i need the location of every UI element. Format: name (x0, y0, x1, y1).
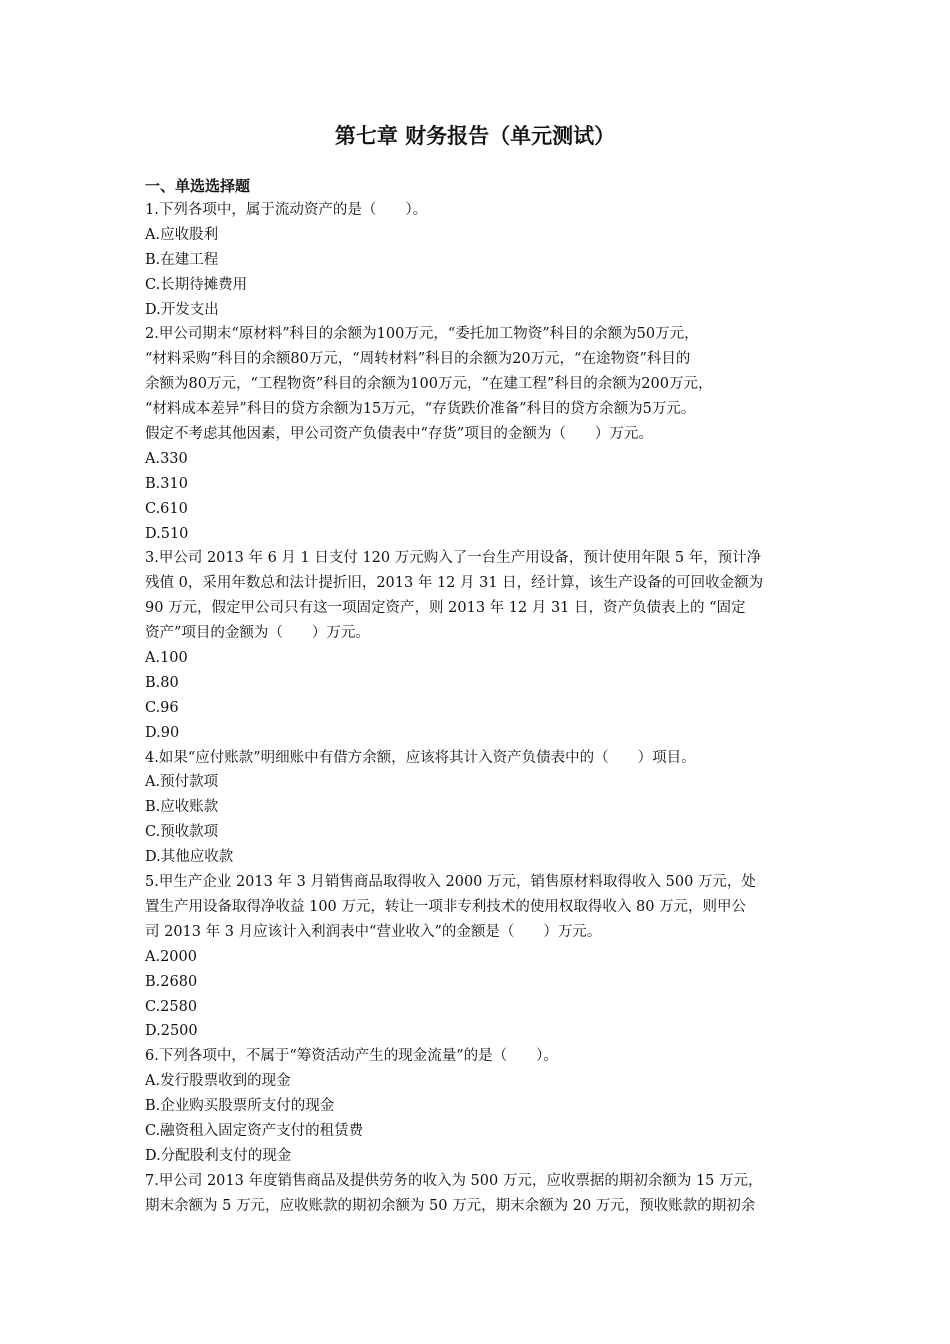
question-stem-line: 7.甲公司 2013 年度销售商品及提供劳务的收入为 500 万元，应收票据的期初余额为 15 万元， (145, 1172, 763, 1189)
option-a: A.应收股利 (145, 226, 219, 243)
option-c: C.预收款项 (145, 824, 219, 841)
option-a: A.预付款项 (145, 774, 219, 791)
question-1 (145, 198, 820, 322)
question-stem-line: 假定不考虑其他因素，甲公司资产负债表中“存货”项目的金额为（ ）万元。 (145, 426, 653, 443)
option-c: C.融资租入固定资产支付的租赁费 (145, 1122, 364, 1139)
question-stem-line: 2.甲公司期末“原材料”科目的余额为100万元，“委托加工物资”科目的余额为50万元， (145, 326, 699, 343)
option-d: D.分配股利支付的现金 (145, 1147, 292, 1164)
option-c: C.长期待摊费用 (145, 276, 248, 293)
question-stem-line: 置生产用设备取得净收益 100 万元，转让一项非专利技术的使用权取得收入 80 万元，则甲公 (145, 898, 747, 915)
question-stem-line: 司 2013 年 3 月应该计入利润表中“营业收入”的金额是（ ）万元。 (145, 923, 602, 940)
question-7 (145, 1169, 820, 1219)
option-b: B.310 (145, 475, 188, 492)
document-title: 第七章 财务报告（单元测试） (334, 124, 616, 148)
question-stem-line: 残值 0，采用年数总和法计提折旧，2013 年 12 月 31 日，经计算，该生产设备的可回收金额为 (145, 575, 764, 592)
question-stem-line: 5.甲生产企业 2013 年 3 月销售商品取得收入 2000 万元，销售原材料取得收入 500 万元，处 (145, 874, 756, 891)
option-b: B.企业购买股票所支付的现金 (145, 1098, 335, 1115)
question-2 (145, 322, 820, 546)
question-list (145, 198, 820, 1219)
question-stem-line: 期末余额为 5 万元，应收账款的期初余额为 50 万元，期末余额为 20 万元，预收账款的期初余 (145, 1197, 756, 1214)
option-d: D.2500 (145, 1023, 198, 1040)
option-a: A.100 (145, 650, 188, 667)
option-a: A.发行股票收到的现金 (145, 1073, 291, 1090)
option-a: A.2000 (145, 948, 197, 965)
option-c: C.2580 (145, 998, 198, 1015)
question-stem: 6.下列各项中，不属于“筹资活动产生的现金流量”的是（ ）。 (145, 1048, 558, 1065)
option-b: B.80 (145, 674, 179, 691)
question-6 (145, 1044, 820, 1168)
option-b: B.2680 (145, 973, 198, 990)
question-4 (145, 746, 820, 870)
question-stem-line: “材料成本差异”科目的贷方余额为15万元，“存货跌价准备”科目的贷方余额为5万元。 (145, 401, 696, 418)
question-stem-line: 余额为80万元，“工程物资”科目的余额为100万元，“在建工程”科目的余额为200万元， (145, 376, 713, 393)
section-heading: 一、单选选择题 (145, 177, 251, 195)
option-c: C.610 (145, 500, 188, 517)
option-c: C.96 (145, 699, 179, 716)
question-stem-line: “材料采购”科目的余额80万元，“周转材料”科目的余额为20万元，“在途物资”科目的 (145, 351, 691, 368)
question-5 (145, 870, 820, 1044)
question-stem-line: 资产”项目的金额为（ ）万元。 (145, 625, 370, 642)
option-d: D.90 (145, 724, 180, 741)
option-b: B.应收账款 (145, 799, 219, 816)
question-stem-line: 3.甲公司 2013 年 6 月 1 日支付 120 万元购入了一台生产用设备，预计使用年限 5 年，预计净 (145, 550, 762, 567)
question-stem: 1.下列各项中，属于流动资产的是（ ）。 (145, 202, 428, 218)
question-stem-line: 90 万元，假定甲公司只有这一项固定资产，则 2013 年 12 月 31 日，资产负债表上的 “固定 (145, 600, 746, 617)
option-d: D.510 (145, 525, 189, 542)
option-d: D.其他应收款 (145, 849, 234, 866)
option-d: D.开发支出 (145, 301, 219, 318)
option-a: A.330 (145, 450, 188, 467)
question-3 (145, 546, 820, 745)
question-stem: 4.如果“应付账款”明细账中有借方余额，应该将其计入资产负债表中的（ ）项目。 (145, 749, 696, 766)
option-b: B.在建工程 (145, 251, 219, 268)
